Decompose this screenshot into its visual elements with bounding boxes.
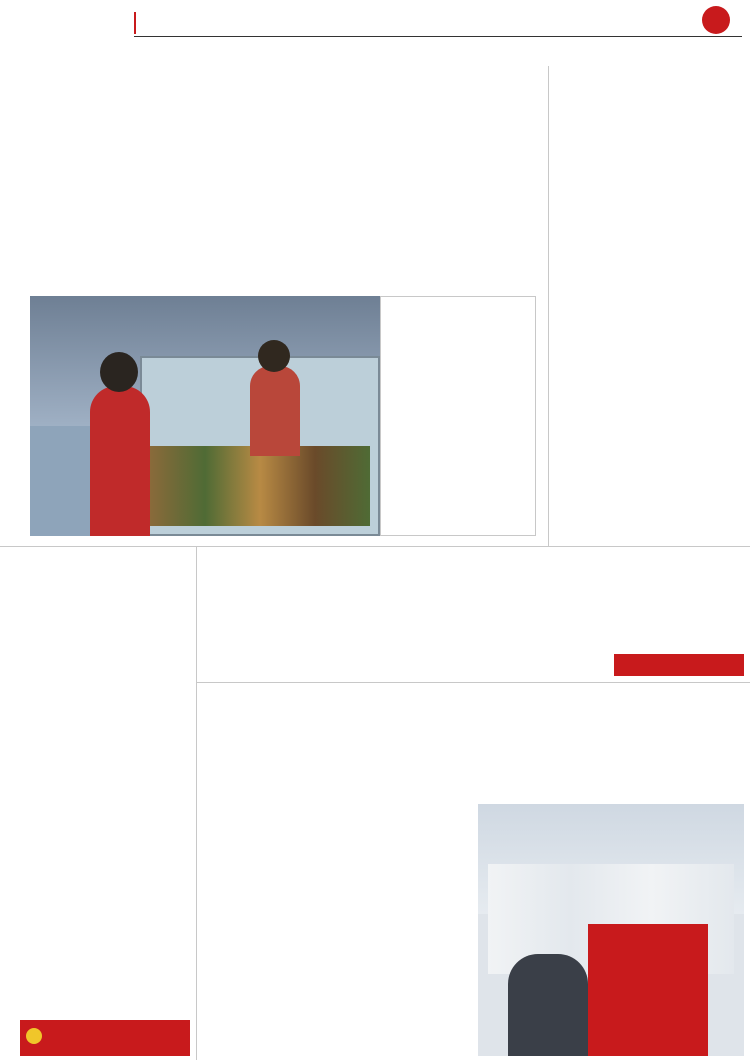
page-number bbox=[702, 6, 730, 34]
bottom-article-col3 bbox=[478, 724, 608, 800]
party-emblem-icon bbox=[26, 1028, 42, 1044]
photo-food-trays bbox=[150, 446, 370, 526]
photo-banner-cloth bbox=[588, 924, 708, 1056]
section-rule-2 bbox=[196, 682, 750, 683]
banner-work-style bbox=[614, 654, 744, 676]
side-article-body bbox=[557, 134, 692, 534]
side-column-divider bbox=[548, 66, 549, 546]
bottom-article-col2 bbox=[340, 724, 470, 1054]
top-article-col1 bbox=[30, 142, 193, 290]
photo-caption bbox=[386, 322, 530, 520]
mid-article-col1 bbox=[202, 594, 332, 676]
bottom-article-col1 bbox=[202, 724, 332, 1054]
photo-person-right bbox=[250, 366, 300, 456]
section-divider bbox=[134, 12, 136, 34]
section-rule-1 bbox=[0, 546, 750, 547]
top-article-col2 bbox=[200, 142, 363, 290]
banner-new-era bbox=[20, 1020, 190, 1056]
left-column-divider bbox=[196, 546, 197, 1060]
bottom-photo bbox=[478, 804, 744, 1056]
photo-person-right-head bbox=[258, 340, 290, 372]
photo-person-left bbox=[90, 386, 150, 536]
mid-article-col4 bbox=[614, 594, 742, 634]
top-photo bbox=[30, 296, 380, 536]
top-article-col3 bbox=[370, 142, 533, 266]
masthead bbox=[0, 0, 750, 66]
header-rule bbox=[134, 36, 742, 37]
bottom-article-col4 bbox=[614, 724, 742, 788]
photo-family-member bbox=[508, 954, 588, 1056]
mid-article-col3 bbox=[478, 594, 608, 676]
mid-article-col2 bbox=[340, 594, 470, 676]
side-article-intro bbox=[557, 70, 692, 132]
photo-person-left-head bbox=[100, 352, 138, 392]
mid-left-body bbox=[20, 648, 190, 1006]
